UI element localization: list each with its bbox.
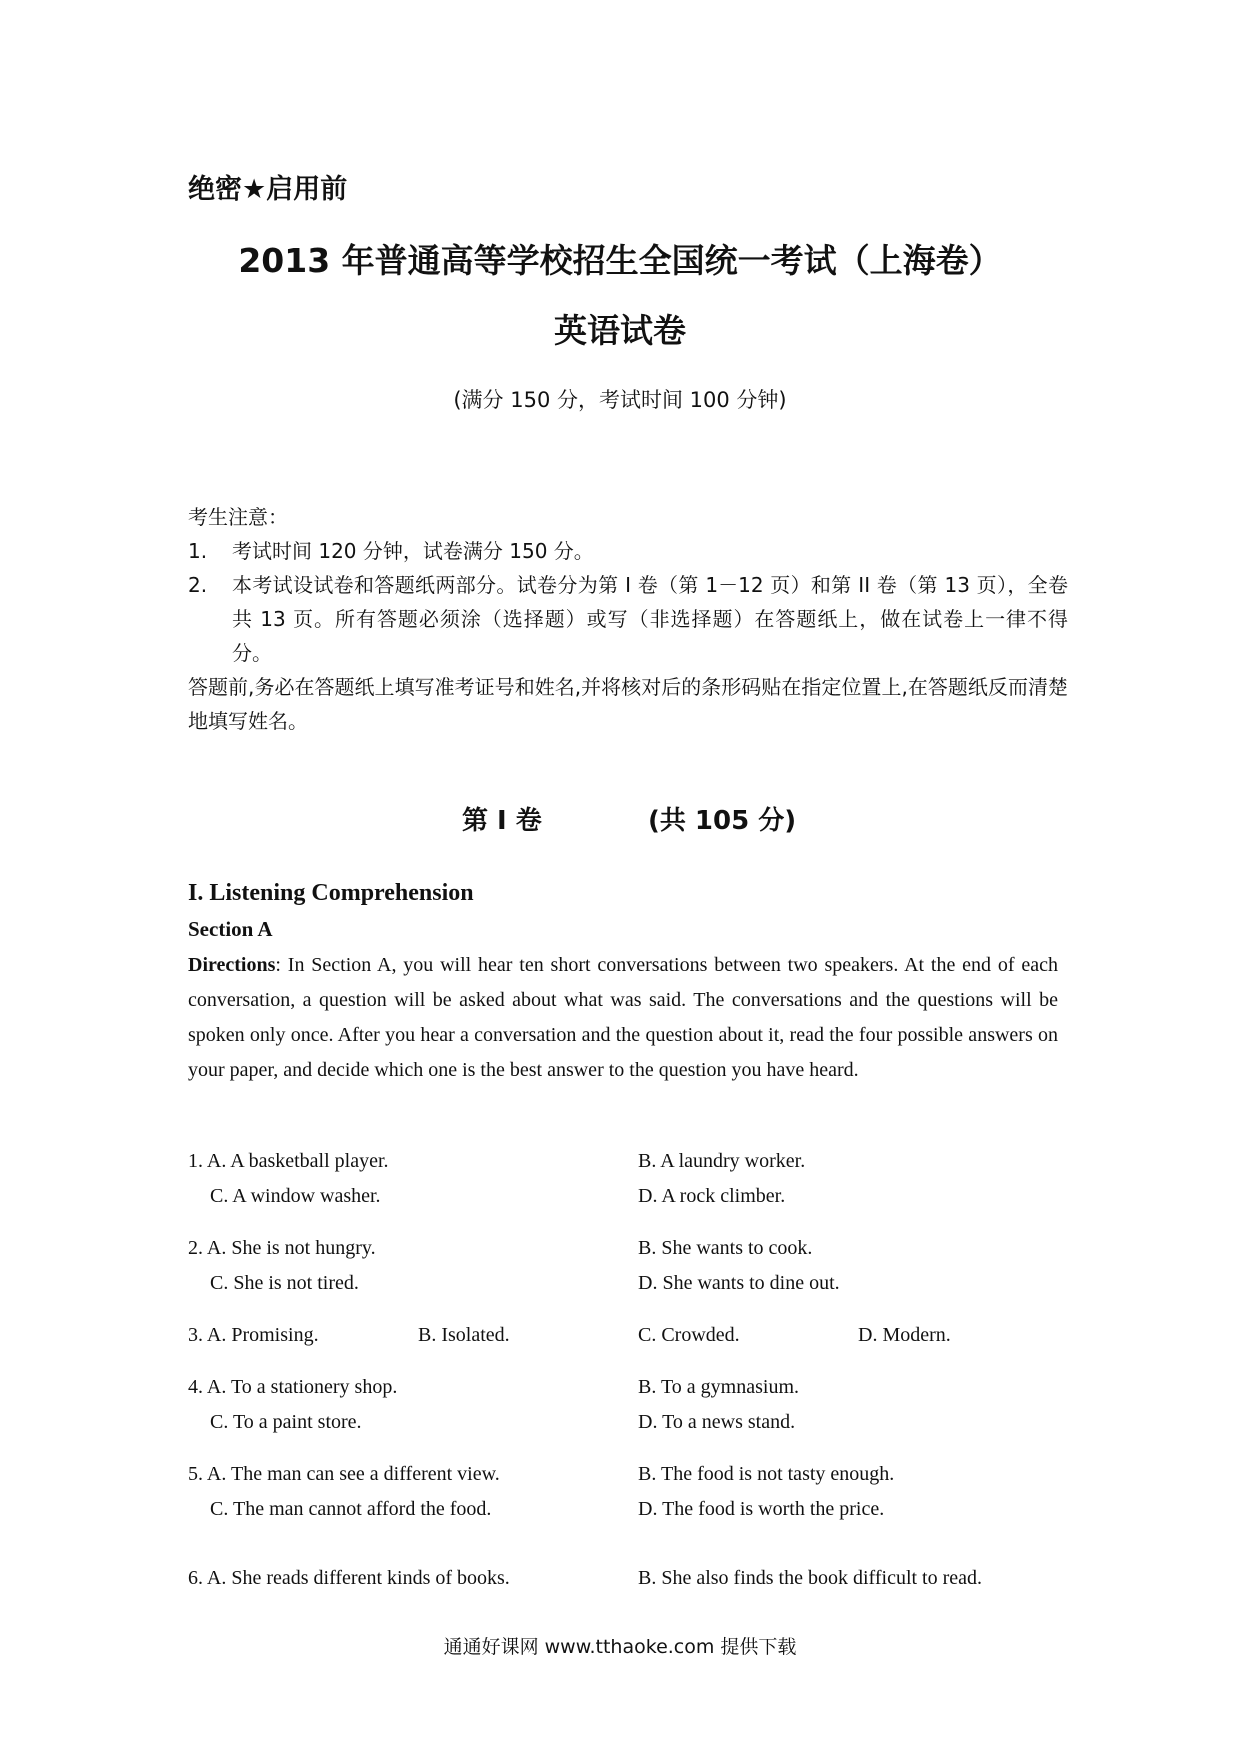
q1-option-a: 1. A. A basketball player. (188, 1150, 389, 1172)
notice-item-number: 2. (188, 573, 208, 597)
part-title: I. Listening Comprehension (188, 880, 474, 906)
directions-text: : In Section A, you will hear ten short conversations between two speakers. At the end of each conversation, a question will be asked about what was said. The conversations and the questions will be spoken only once. After you hear a conversation and the question about it, read the four possible answers on your paper, and decide which one is the best answer to the question you have heard. (188, 954, 1058, 1081)
notice-heading: 考生注意： (188, 505, 288, 529)
q1-option-d: D. A rock climber. (638, 1185, 786, 1207)
page-footer: 通通好课网 www.tthaoke.com 提供下载 (443, 1636, 797, 1658)
q1-option-b: B. A laundry worker. (638, 1150, 806, 1172)
paper-score: (共 105 分) (648, 806, 797, 836)
q3-option-b: B. Isolated. (418, 1324, 510, 1346)
q2-option-c: C. She is not tired. (210, 1272, 359, 1294)
notice-item-text: 考试时间 120 分钟，试卷满分 150 分。 (232, 539, 594, 563)
q4-option-b: B. To a gymnasium. (638, 1376, 800, 1398)
q5-option-a: 5. A. The man can see a different view. (188, 1463, 500, 1485)
secret-label: 绝密★启用前 (188, 174, 348, 205)
directions (188, 948, 1058, 1088)
subject-title: 英语试卷 (554, 311, 686, 350)
q6-option-b: B. She also finds the book difficult to read. (638, 1567, 983, 1589)
section-title: Section A (188, 917, 273, 941)
notice-extra: 答题前,务必在答题纸上填写准考证号和姓名,并将核对后的条形码贴在指定位置上,在答题纸反而清楚地填写姓名。 (188, 675, 1068, 733)
paper-label: 第 I 卷 (462, 806, 542, 836)
notice-item-text: 本考试设试卷和答题纸两部分。试卷分为第 I 卷（第 1－12 页）和第 II 卷（第 13 页），全卷共 13 页。所有答题必须涂（选择题）或写（非选择题）在答题纸上，做在试卷上一律不得分。 (232, 573, 1068, 665)
q6-option-a: 6. A. She reads different kinds of books. (188, 1567, 510, 1589)
q4-option-a: 4. A. To a stationery shop. (188, 1376, 398, 1398)
q2-option-d: D. She wants to dine out. (638, 1272, 840, 1294)
exam-title: 2013 年普通高等学校招生全国统一考试（上海卷） (238, 241, 1002, 280)
directions-label: Directions (188, 954, 276, 976)
q2-option-a: 2. A. She is not hungry. (188, 1237, 376, 1259)
q5-option-b: B. The food is not tasty enough. (638, 1463, 895, 1485)
notice-item-number: 1. (188, 539, 208, 563)
q4-option-c: C. To a paint store. (210, 1411, 362, 1433)
notice-item (188, 568, 1068, 670)
q4-option-d: D. To a news stand. (638, 1411, 796, 1433)
q2-option-b: B. She wants to cook. (638, 1237, 813, 1259)
q5-option-c: C. The man cannot afford the food. (210, 1498, 492, 1520)
q3-option-a: 3. A. Promising. (188, 1324, 319, 1346)
q3-option-d: D. Modern. (858, 1324, 951, 1346)
candidate-notice (188, 500, 1068, 738)
score-note: (满分 150 分，考试时间 100 分钟) (453, 388, 787, 412)
q1-option-c: C. A window washer. (210, 1185, 381, 1207)
notice-item (188, 534, 1068, 568)
q5-option-d: D. The food is worth the price. (638, 1498, 885, 1520)
q3-option-c: C. Crowded. (638, 1324, 740, 1346)
